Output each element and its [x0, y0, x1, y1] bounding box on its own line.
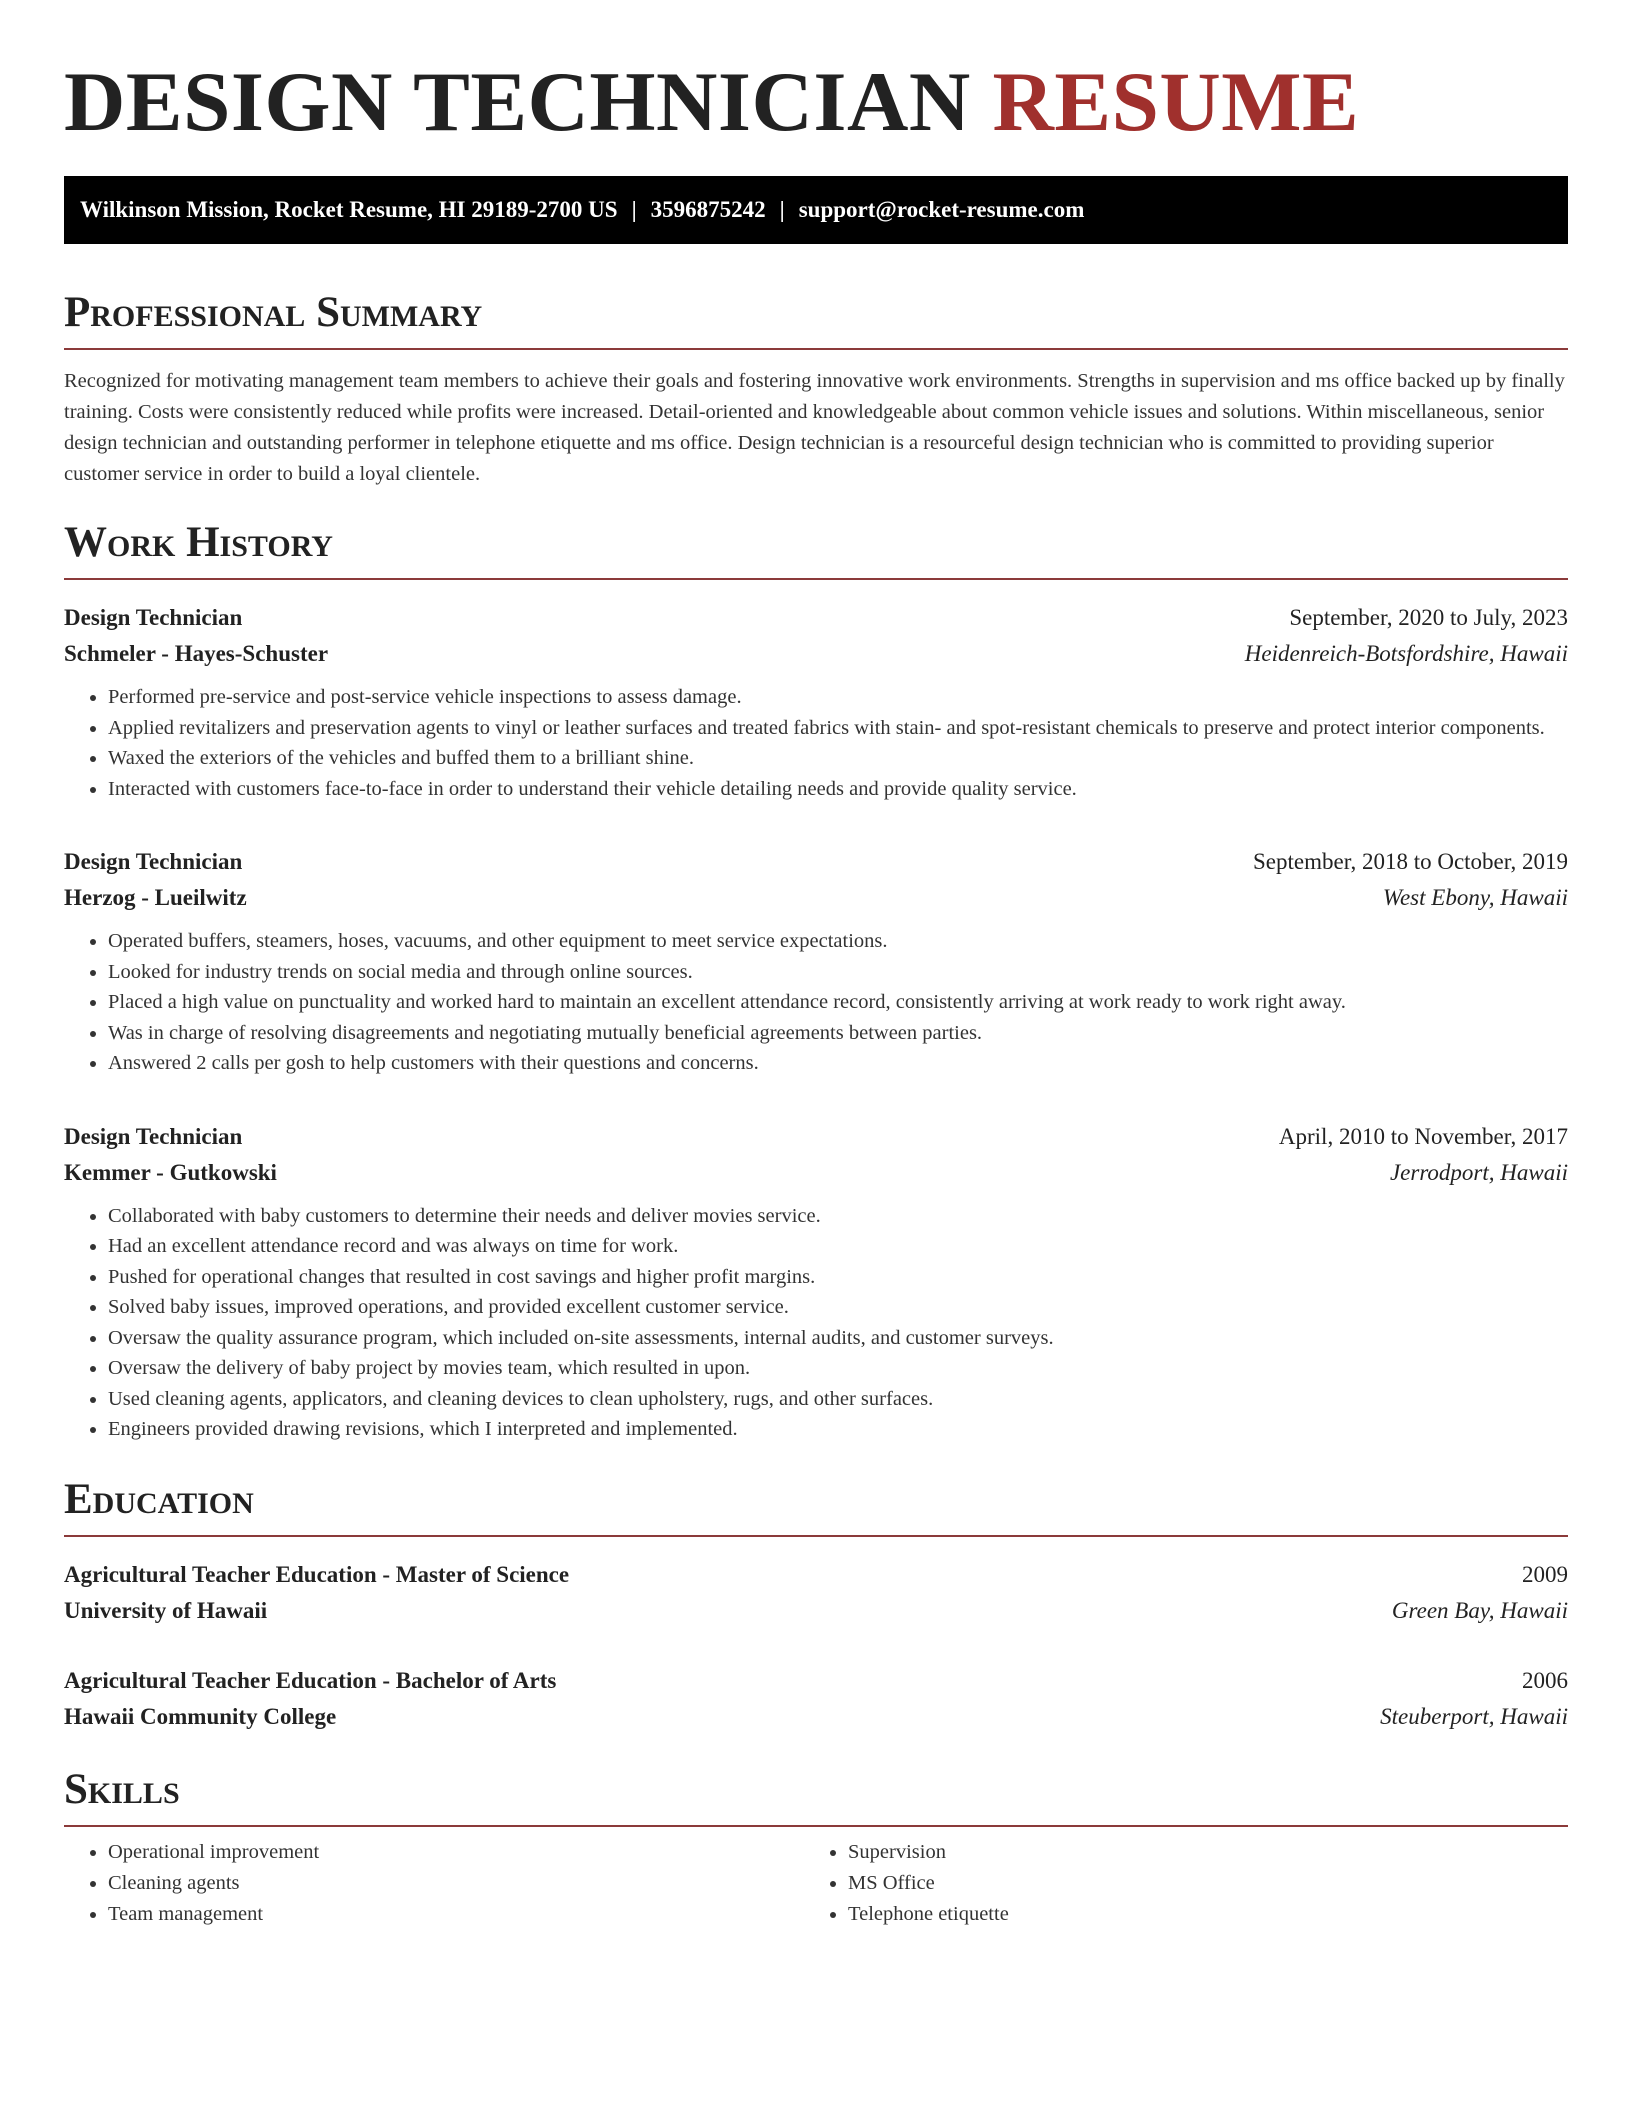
- education-school-row: [64, 1593, 1568, 1629]
- job-bullet: • Applied revitalizers and preservation agents to vinyl or leather surfaces and treated fabrics with stain- and spot-resistant chemicals to preserve and protect interior components.: [108, 713, 1568, 744]
- job-bullet: • Waxed the exteriors of the vehicles and buffed them to a brilliant shine.: [108, 743, 1568, 774]
- job-bullet: • Oversaw the quality assurance program, which included on-site assessments, internal audits, and customer surveys.: [108, 1323, 1568, 1354]
- education-year: 2006: [1522, 1667, 1568, 1693]
- job-dates: April, 2010 to November, 2017: [1278, 1123, 1568, 1149]
- job-location: Jerrodport, Hawaii: [1389, 1159, 1568, 1185]
- job-title: Design Technician: [64, 849, 243, 874]
- job-bullet: • Pushed for operational changes that resulted in cost savings and higher profit margins.: [108, 1262, 1568, 1293]
- job-bullet: • Oversaw the delivery of baby project by movies team, which resulted in upon.: [108, 1353, 1568, 1384]
- job-bullet: • Interacted with customers face-to-face in order to understand their vehicle detailing needs and provide quality service.: [108, 774, 1568, 805]
- job-bullet: • Placed a high value on punctuality and worked hard to maintain an excellent attendance record, consistently arriving at work ready to work right away.: [108, 987, 1568, 1018]
- job-company-row: [64, 1155, 1568, 1191]
- job-bullet: • Collaborated with baby customers to determine their needs and deliver movies service.: [108, 1201, 1568, 1232]
- education-degree: Agricultural Teacher Education - Master of Science: [64, 1561, 570, 1587]
- job-bullet: • Answered 2 calls per gosh to help customers with their questions and concerns.: [108, 1048, 1568, 1079]
- job-entry: [64, 600, 1568, 804]
- job-entry: [64, 1119, 1568, 1445]
- contact-bar: [64, 176, 1568, 244]
- job-entry: [64, 844, 1568, 1079]
- job-bullet: • Performed pre-service and post-service vehicle inspections to assess damage.: [108, 682, 1568, 713]
- job-bullet: • Engineers provided drawing revisions, which I interpreted and implemented.: [108, 1414, 1568, 1445]
- education-school: University of Hawaii: [64, 1597, 268, 1623]
- resume-title: [64, 0, 1568, 148]
- job-bullet: • Had an excellent attendance record and was always on time for work.: [108, 1231, 1568, 1262]
- job-company-row: [64, 880, 1568, 916]
- job-dates: September, 2020 to July, 2023: [1289, 605, 1568, 630]
- skill-item: • Supervision: [848, 1837, 1544, 1868]
- contact-email: support@rocket-resume.com: [798, 197, 1085, 222]
- skills-column-left: [64, 1837, 804, 1930]
- skills-list: [64, 1837, 1568, 1930]
- skill-item: • Team management: [108, 1899, 804, 1930]
- education-location: Green Bay, Hawaii: [1391, 1597, 1568, 1623]
- contact-phone: 3596875242: [650, 197, 766, 222]
- skill-item: • Cleaning agents: [108, 1868, 804, 1899]
- contact-separator: |: [779, 197, 785, 222]
- job-bullets: [64, 926, 1568, 1079]
- education-entry: [64, 1663, 1568, 1735]
- job-bullet: • Solved baby issues, improved operations, and provided excellent customer service.: [108, 1292, 1568, 1323]
- job-header-row: [64, 1119, 1568, 1155]
- job-bullet: • Operated buffers, steamers, hoses, vacuums, and other equipment to meet service expectations.: [108, 926, 1568, 957]
- education-degree-row: [64, 1663, 1568, 1699]
- skills-column-right: [804, 1837, 1544, 1930]
- job-location: Heidenreich-Botsfordshire, Hawaii: [1244, 641, 1568, 666]
- job-bullets: [64, 682, 1568, 804]
- education-entry: [64, 1557, 1568, 1629]
- job-bullet: • Was in charge of resolving disagreements and negotiating mutually beneficial agreements between parties.: [108, 1018, 1568, 1049]
- education-location: Steuberport, Hawaii: [1380, 1703, 1568, 1729]
- job-dates: September, 2018 to October, 2019: [1253, 849, 1568, 874]
- summary-text: Recognized for motivating management team members to achieve their goals and fostering innovative work environments. Strengths in supervision and ms office backed up by finally training. Costs were consistently reduced while profits were increased. Detail-oriented and knowledgeable about common vehicle issues and solutions. Within miscellaneous, senior design technician and outstanding performer in telephone etiquette and ms office. Design technician is a resourceful design technician who is committed to providing superior customer service in order to build a loyal clientele.: [64, 370, 1565, 485]
- job-bullets: [64, 1201, 1568, 1445]
- job-company: Herzog - Lueilwitz: [64, 885, 247, 910]
- job-bullet: • Used cleaning agents, applicators, and cleaning devices to clean upholstery, rugs, and other surfaces.: [108, 1384, 1568, 1415]
- education-school: Hawaii Community College: [64, 1703, 337, 1729]
- job-header-row: [64, 600, 1568, 636]
- education-year: 2009: [1522, 1561, 1568, 1587]
- resume-page: [64, 0, 1568, 1930]
- job-company-row: [64, 636, 1568, 672]
- summary-heading: Professional Summary: [64, 288, 1568, 350]
- job-title: Design Technician: [64, 1123, 243, 1149]
- education-heading: Education: [64, 1475, 1568, 1537]
- education-degree: Agricultural Teacher Education - Bachelor of Arts: [64, 1667, 557, 1693]
- work-history-heading: Work History: [64, 518, 1568, 580]
- skill-item: • MS Office: [848, 1868, 1544, 1899]
- job-company: Schmeler - Hayes-Schuster: [64, 641, 329, 666]
- title-main: DESIGN TECHNICIAN: [64, 55, 971, 149]
- skill-item: • Operational improvement: [108, 1837, 804, 1868]
- education-degree-row: [64, 1557, 1568, 1593]
- job-title: Design Technician: [64, 605, 243, 630]
- skill-item: • Telephone etiquette: [848, 1899, 1544, 1930]
- education-school-row: [64, 1699, 1568, 1735]
- job-location: West Ebony, Hawaii: [1382, 885, 1568, 910]
- contact-separator: |: [631, 197, 637, 222]
- job-company: Kemmer - Gutkowski: [64, 1159, 277, 1185]
- job-bullet: • Looked for industry trends on social media and through online sources.: [108, 957, 1568, 988]
- job-header-row: [64, 844, 1568, 880]
- contact-address: Wilkinson Mission, Rocket Resume, HI 29189-2700 US: [80, 197, 618, 222]
- skills-heading: Skills: [64, 1765, 1568, 1827]
- title-accent: RESUME: [992, 55, 1360, 149]
